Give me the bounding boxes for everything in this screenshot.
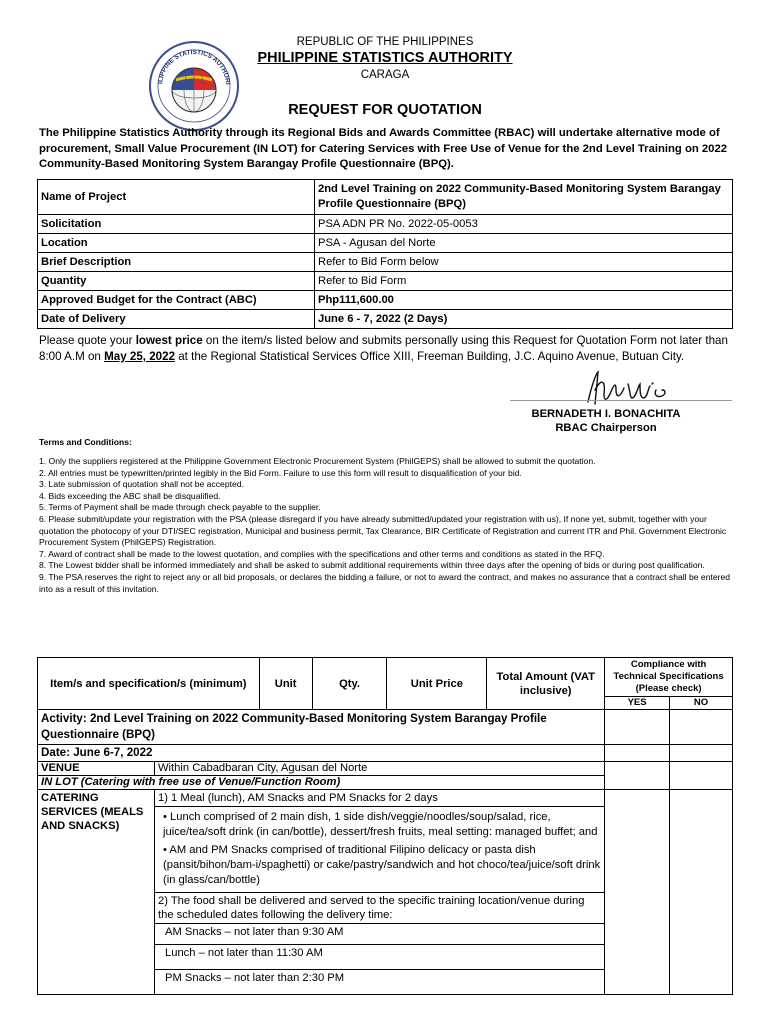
delivery-value: June 6 - 7, 2022 (2 Days) [315,310,733,329]
catering-cell [38,790,605,995]
abc-value: Php111,600.00 [315,291,733,310]
activity-row [38,710,733,745]
intro-paragraph: The Philippine Statistics Authority through its Regional Bids and Awards Committee (RBAC) will undertake alternative mode of procurement, Small Value Procurement (IN LOT) for Catering Services with Free Use of Venue for the 2nd Level Training on 2022 Community-Based Monitoring System Barangay Profile Questionnaire (BPQ). [39,127,728,170]
description-label: Brief Description [38,253,315,272]
project-info-table [37,179,733,329]
spec-bullet-snacks: • AM and PM Snacks comprised of traditional Filipino delicacy or pasta dish (pansit/bihon/bam-i/spaghetti) or cake/pastry/sandwich and hot choco/tea/juice/soft drink (in glass/can/bottle) [155,843,604,893]
solicitation-value: PSA ADN PR No. 2022-05-0053 [315,215,733,234]
quantity-value: Refer to Bid Form [315,272,733,291]
venue-label: VENUE [38,762,155,775]
region-heading: CARAGA [360,69,410,81]
term-item: 2. All entries must be typewritten/printed legibly in the Bid Form. Failure to use this form will result to disqualification of your bid. [39,467,522,478]
activity-cell: Activity: 2nd Level Training on 2022 Community-Based Monitoring System Barangay Profile Questionnaire (BPQ) [38,710,605,745]
signature-line [510,400,732,401]
agency-heading: PHILIPPINE STATISTICS AUTHORITY [257,50,513,66]
yes-check-cell[interactable] [605,710,670,745]
item-spec-header: Item/s and specification/s (minimum) [38,658,260,710]
term-item: 7. Award of contract shall be made to the lowest quotation, and complies with the specifications and other terms and conditions as stated in the RFQ. [39,548,605,559]
qty-header: Qty. [312,658,387,710]
description-row [38,253,733,272]
svg-text:PHILIPPINE STATISTICS AUTHORIT: ILIPPINE STATISTICS AUTHORI [157,48,231,85]
document-title: REQUEST FOR QUOTATION [288,102,482,118]
request-paragraph [39,333,735,365]
project-value: 2nd Level Training on 2022 Community-Based Monitoring System Barangay Profile Questionnaire (BPQ) [315,180,733,215]
compliance-header: Compliance with Technical Specifications (Please check) [605,658,733,697]
yes-check-cell[interactable] [605,745,670,762]
term-item: 8. The Lowest bidder shall be informed immediately and shall be asked to submit additional requirements within three days after the opening of bids or during post qualification. [39,560,705,571]
quantity-row [38,272,733,291]
unit-price-header: Unit Price [387,658,487,710]
request-text-3: at the Regional Statistical Services Office XIII, Freeman Building, J.C. Aquino Avenue, Butuan City. [175,350,685,363]
terms-heading: Terms and Conditions: [39,437,132,447]
no-check-cell[interactable] [670,710,733,745]
country-heading: REPUBLIC OF THE PHILIPPINES [296,36,474,48]
description-value: Refer to Bid Form below [315,253,733,272]
delivery-row [38,310,733,329]
yes-header: YES [605,697,670,710]
spec-bullet-lunch: • Lunch comprised of 2 main dish, 1 side dish/veggie/noodles/soup/salad, rice, juice/tea/soft drink (in can/bottle), dessert/fresh fruits, meal setting: managed buffet; and [163,811,598,838]
bid-header-row [38,658,733,697]
term-item: 1. Only the suppliers registered at the Philippine Government Electronic Procurement System (PhilGEPS) shall be allowed to submit the quotation. [39,456,596,466]
signatory-position: RBAC Chairperson [555,422,657,434]
request-lowest-price: lowest price [135,334,203,347]
catering-row [38,790,733,995]
date-cell: Date: June 6-7, 2022 [38,745,605,762]
no-header: NO [670,697,733,710]
no-check-cell[interactable] [670,762,733,790]
venue-value: Within Cabadbaran City, Agusan del Norte [158,762,368,774]
bid-form-table [37,657,733,995]
terms-list [39,456,735,595]
abc-label: Approved Budget for the Contract (ABC) [38,291,315,310]
signatory-name: BERNADETH I. BONACHITA [531,408,681,420]
catering-label: CATERING SERVICES (MEALS AND SNACKS) [38,790,155,994]
term-item: 6. Please submit/update your registration with the PSA (please disregard if you have already submitted/updated your registration with us), If none yet, submit, together with your quotation the photocopy of your DTI/SEC registration, Municipal and business permit, Tax Clearance, BIR Certificate of Registration and current ITR and Phil. Government Electronic Procurement System (PhilGEPS) Registration. [39,513,727,548]
location-value: PSA - Agusan del Norte [315,234,733,253]
signature-image [582,364,672,410]
lunch-time: Lunch – not later than 11:30 AM [155,945,604,970]
no-check-cell[interactable] [670,790,733,995]
abc-row [38,291,733,310]
project-row [38,180,733,215]
in-lot-label: IN LOT (Catering with free use of Venue/Function Room) [38,775,604,789]
request-text-2: on the item/s listed below and submits personally using this Request for Quotation Form not later than 8:00 A.M on [39,334,728,363]
request-deadline-date: May 25, 2022 [104,350,176,363]
solicitation-label: Solicitation [38,215,315,234]
spec-2: 2) The food shall be delivered and served to the specific training location/venue during the scheduled dates following the delivery time: [155,893,604,924]
unit-header: Unit [259,658,312,710]
quantity-label: Quantity [38,272,315,291]
yes-check-cell[interactable] [605,762,670,790]
venue-cell [38,762,605,790]
solicitation-row [38,215,733,234]
am-snacks-time: AM Snacks – not later than 9:30 AM [155,924,604,945]
no-check-cell[interactable] [670,745,733,762]
date-row [38,745,733,762]
location-row [38,234,733,253]
venue-row [38,762,733,790]
project-label: Name of Project [38,180,315,215]
spec-1: 1) 1 Meal (lunch), AM Snacks and PM Snacks for 2 days [155,790,604,807]
location-label: Location [38,234,315,253]
term-item: 9. The PSA reserves the right to reject any or all bid proposals, or declares the bidding a failure, or not to award the contract, and makes no assurance that a contract shall be entered into as a result of this invitation. [39,571,731,594]
term-item: 4. Bids exceeding the ABC shall be disqualified. [39,490,221,501]
pm-snacks-time: PM Snacks – not later than 2:30 PM [165,972,345,984]
yes-check-cell[interactable] [605,790,670,995]
term-item: 3. Late submission of quotation shall not be accepted. [39,479,244,490]
request-text-1: Please quote your [39,334,136,347]
delivery-label: Date of Delivery [38,310,315,329]
term-item: 5. Terms of Payment shall be made through check payable to the supplier. [39,502,321,513]
total-amount-header: Total Amount (VAT inclusive) [487,658,605,710]
